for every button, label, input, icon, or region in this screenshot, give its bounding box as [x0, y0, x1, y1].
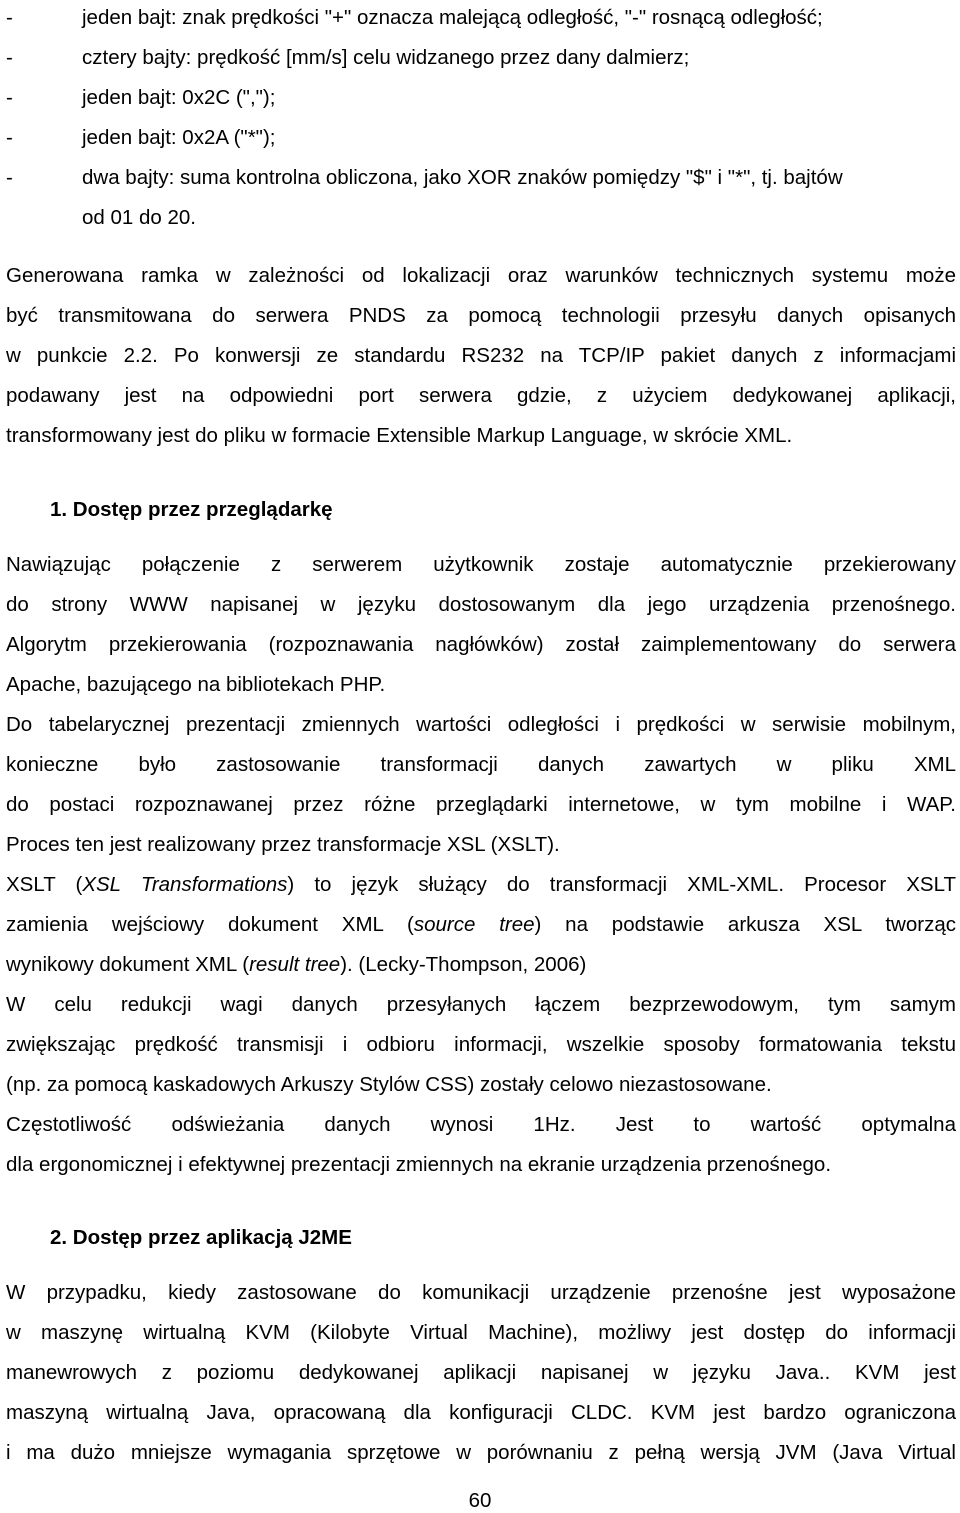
paragraph-line: Nawiązując połączenie z serwerem użytkownik zostaje automatycznie przekierowany [6, 553, 956, 576]
bullet-text: dwa bajty: suma kontrolna obliczona, jako XOR znaków pomiędzy "$" i "*", tj. bajtów [82, 166, 843, 189]
paragraph-line: do postaci rozpoznawanej przez różne przeglądarki internetowe, w tym mobilne i WAP. [6, 793, 956, 816]
paragraph-line: do strony WWW napisanej w języku dostosowanym dla jego urządzenia przenośnego. [6, 593, 956, 616]
italic-term: XSL Transformations [82, 873, 288, 896]
italic-term: source tree [413, 913, 535, 936]
page-number: 60 [468, 1489, 492, 1512]
bullet-dash: - [6, 46, 13, 69]
text-run: ). (Lecky-Thompson, 2006) [340, 953, 587, 976]
paragraph-line: Algorytm przekierowania (rozpoznawania nagłówków) został zaimplementowany do serwera [6, 633, 956, 656]
paragraph-line: W przypadku, kiedy zastosowane do komunikacji urządzenie przenośne jest wyposażone [6, 1281, 956, 1304]
paragraph-line: i ma dużo mniejsze wymagania sprzętowe w porównaniu z pełną wersją JVM (Java Virtual [6, 1441, 956, 1464]
paragraph-line: transformowany jest do pliku w formacie Extensible Markup Language, w skrócie XML. [6, 424, 793, 447]
paragraph-line: W celu redukcji wagi danych przesyłanych łączem bezprzewodowym, tym samym [6, 993, 956, 1016]
paragraph-line: Proces ten jest realizowany przez transformacje XSL (XSLT). [6, 833, 560, 856]
paragraph-line: podawany jest na odpowiedni port serwera gdzie, z użyciem dedykowanej aplikacji, [6, 384, 956, 407]
section-heading: 2. Dostęp przez aplikacją J2ME [50, 1226, 352, 1249]
bullet-text: jeden bajt: 0x2A ("*"); [82, 126, 276, 149]
bullet-text: jeden bajt: 0x2C (","); [82, 86, 276, 109]
paragraph-line [6, 953, 586, 977]
section-heading: 1. Dostęp przez przeglądarkę [50, 498, 333, 521]
paragraph-line: Apache, bazującego na bibliotekach PHP. [6, 673, 386, 696]
bullet-dash: - [6, 126, 13, 149]
text-run: ) to język służący do transformacji XML-XML. Procesor XSLT [287, 873, 957, 896]
text-run: XSLT ( [6, 873, 83, 896]
bullet-dash: - [6, 6, 13, 29]
paragraph-line: Generowana ramka w zależności od lokalizacji oraz warunków technicznych systemu może [6, 264, 956, 287]
bullet-text: cztery bajty: prędkość [mm/s] celu widzanego przez dany dalmierz; [82, 46, 690, 69]
bullet-dash: - [6, 166, 13, 189]
text-run: ) na podstawie arkusza XSL tworząc [534, 913, 956, 936]
text-run: wynikowy dokument XML ( [6, 953, 250, 976]
bullet-dash: - [6, 86, 13, 109]
paragraph-line: (np. za pomocą kaskadowych Arkuszy Stylów CSS) zostały celowo niezastosowane. [6, 1073, 772, 1096]
paragraph-line: manewrowych z poziomu dedykowanej aplikacji napisanej w języku Java.. KVM jest [6, 1361, 956, 1384]
paragraph-line: Częstotliwość odświeżania danych wynosi 1Hz. Jest to wartość optymalna [6, 1113, 956, 1136]
paragraph-line: w maszynę wirtualną KVM (Kilobyte Virtual Machine), możliwy jest dostęp do informacji [6, 1321, 956, 1344]
paragraph-line [6, 913, 956, 937]
paragraph-line: w punkcie 2.2. Po konwersji ze standardu RS232 na TCP/IP pakiet danych z informacjami [6, 344, 956, 367]
list-item-continuation: od 01 do 20. [82, 206, 196, 229]
paragraph-line: zwiększając prędkość transmisji i odbioru informacji, wszelkie sposoby formatowania tekstu [6, 1033, 956, 1056]
paragraph-line: być transmitowana do serwera PNDS za pomocą technologii przesyłu danych opisanych [6, 304, 956, 327]
paragraph-line: dla ergonomicznej i efektywnej prezentacji zmiennych na ekranie urządzenia przenośnego. [6, 1153, 832, 1176]
text-run: zamienia wejściowy dokument XML ( [6, 913, 414, 936]
paragraph-line: Do tabelarycznej prezentacji zmiennych wartości odległości i prędkości w serwisie mobilnym, [6, 713, 956, 736]
paragraph-line: konieczne było zastosowanie transformacji danych zawartych w pliku XML [6, 753, 956, 776]
italic-term: result tree [249, 953, 341, 976]
paragraph-line [6, 873, 956, 897]
bullet-text: jeden bajt: znak prędkości "+" oznacza malejącą odległość, "-" rosnącą odległość; [82, 6, 823, 29]
paragraph-line: maszyną wirtualną Java, opracowaną dla konfiguracji CLDC. KVM jest bardzo ograniczona [6, 1401, 956, 1424]
